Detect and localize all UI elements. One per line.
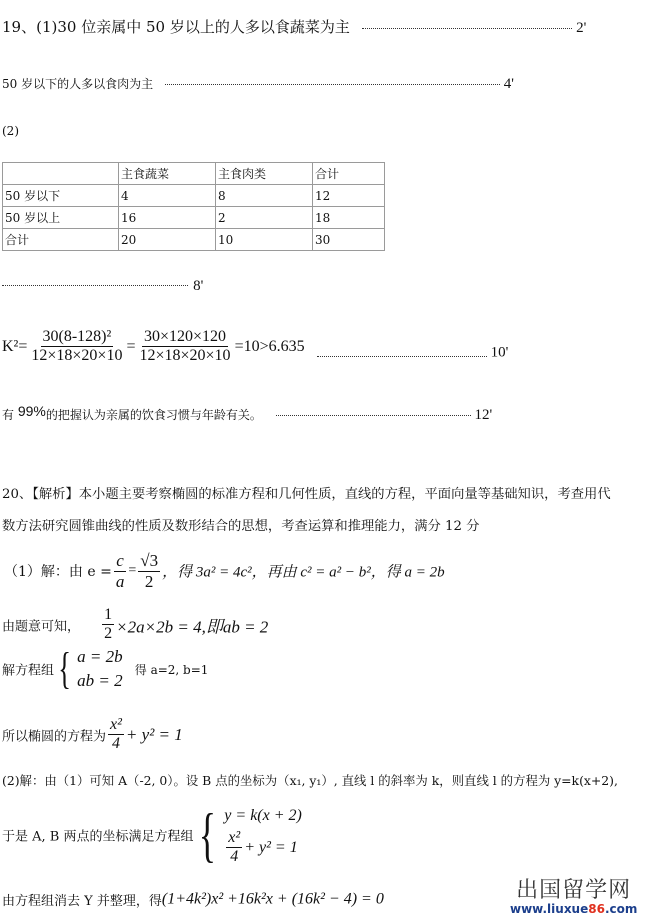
numerator: 1 <box>102 606 114 625</box>
fraction <box>226 829 242 867</box>
fraction <box>108 716 124 754</box>
table-row <box>3 229 385 251</box>
fraction <box>102 606 114 644</box>
q20-ellipse-equation <box>2 716 183 754</box>
denominator: a <box>115 571 125 591</box>
table-cell: 合计 <box>3 229 119 251</box>
numerator: x² <box>226 829 242 848</box>
denominator: 4 <box>111 735 120 753</box>
table-cell: 18 <box>313 207 385 229</box>
q20-part2-system <box>2 803 302 867</box>
p1-prefix: （1）解：由 e = <box>4 564 112 581</box>
q20-part1-system <box>2 645 208 693</box>
leader-dots <box>276 415 471 416</box>
score-mark: 2' <box>576 20 587 36</box>
q20-intro-line2: 数方法研究圆锥曲线的性质及数形结合的思想，考查运算和推理能力，满分 12 分 <box>2 519 480 534</box>
equation-system <box>193 803 301 867</box>
leader-dots <box>362 28 572 29</box>
equation-system <box>54 645 123 693</box>
q20-intro-line1: 20、【解析】本小题主要考察椭圆的标准方程和几何性质，直线的方程，平面向量等基础知识，考查用代 <box>2 487 611 502</box>
table-header-row <box>3 163 385 185</box>
fraction <box>137 328 232 366</box>
table-cell: 2 <box>216 207 313 229</box>
table-cell: 主食肉类 <box>216 163 313 185</box>
k2-formula <box>2 328 508 366</box>
numerator: x² <box>108 716 124 735</box>
numerator: 30×120×120 <box>142 328 228 347</box>
table-cell: 主食蔬菜 <box>119 163 216 185</box>
k2-result: =10>6.635 <box>234 337 305 355</box>
ellipse-prefix: 所以椭圆的方程为 <box>2 729 107 745</box>
denominator: 12×18×20×10 <box>139 347 231 365</box>
q20-part2-line1: (2)解：由（1）可知 A（-2, 0）。设 B 点的坐标为（x₁, y₁）, 直线 l 的斜率为 k，则直线 l 的方程为 y=k(x+2), <box>2 773 618 788</box>
system-equation <box>224 829 302 867</box>
leader-dots <box>2 285 188 286</box>
left-brace-icon: { <box>58 644 71 693</box>
url-highlight: 86 <box>588 902 605 916</box>
table-cell: 10 <box>216 229 313 251</box>
numerator: c <box>116 551 124 570</box>
system-equation: ab = 2 <box>77 671 123 690</box>
q20-part1-line2 <box>2 606 268 644</box>
table-cell: 8 <box>216 185 313 207</box>
q20-elimination <box>2 890 384 909</box>
table-cell: 16 <box>119 207 216 229</box>
table-cell: 12 <box>313 185 385 207</box>
table-cell: 4 <box>119 185 216 207</box>
q19-part2-label: (2) <box>2 124 19 138</box>
system-prefix: 于是 A, B 两点的坐标满足方程组 <box>2 829 194 845</box>
score-mark: 10' <box>490 344 509 361</box>
watermark-title: 出国留学网 <box>516 878 632 903</box>
confidence-percent: 99% <box>17 403 46 419</box>
q19-part1-line2 <box>2 75 514 93</box>
numerator: 30(8-128)² <box>41 328 114 347</box>
quadratic-equation: (1+4k²)x² +16k²x + (16k² − 4) = 0 <box>161 890 384 908</box>
watermark-url <box>510 902 637 916</box>
k2-lhs: K²= <box>2 337 28 355</box>
conclusion-text: 的把握认为亲属的饮食习惯与年龄有关。 <box>45 408 262 422</box>
table-row <box>3 207 385 229</box>
p1-area-equation: ×2a×2b = 4,即ab = 2 <box>116 617 269 637</box>
score-mark: 8' <box>193 278 204 294</box>
watermark-logo <box>510 880 637 916</box>
q19-conclusion <box>2 403 492 424</box>
leader-dots <box>317 356 487 357</box>
table-cell <box>3 163 119 185</box>
score-mark: 12' <box>474 407 493 423</box>
numerator: √3 <box>140 551 159 570</box>
q19-part1-line1 <box>2 16 586 37</box>
equation-rest: + y² = 1 <box>244 838 298 856</box>
q19-line2-text: 50 岁以下的人多以食肉为主 <box>2 77 154 91</box>
table-cell: 50 岁以上 <box>3 207 119 229</box>
contingency-table <box>2 162 385 251</box>
system-equation: a = 2b <box>77 647 123 666</box>
system-result: 得 a=2, b=1 <box>134 662 209 677</box>
table-row <box>3 185 385 207</box>
score-mark: 4' <box>503 76 514 92</box>
fraction <box>138 551 160 591</box>
denominator: 12×18×20×10 <box>31 347 123 365</box>
elim-prefix: 由方程组消去 Y 并整理，得 <box>2 894 162 909</box>
table-cell: 合计 <box>313 163 385 185</box>
url-part: .com <box>604 902 638 916</box>
denominator: 4 <box>230 848 239 866</box>
left-brace-icon: { <box>199 801 217 868</box>
conclusion-prefix: 有 <box>2 408 15 422</box>
p1-line2-prefix: 由题意可知， <box>2 619 81 635</box>
equals: = <box>126 337 136 355</box>
denominator: 2 <box>104 625 113 643</box>
ellipse-rest: + y² = 1 <box>125 724 183 744</box>
system-equation: y = k(x + 2) <box>224 807 302 824</box>
table-score-line <box>2 275 203 295</box>
table-cell: 20 <box>119 229 216 251</box>
q19-line1-text: 19、(1)30 位亲属中 50 岁以上的人多以食蔬菜为主 <box>2 18 350 36</box>
leader-dots <box>165 84 500 85</box>
table-cell: 50 岁以下 <box>3 185 119 207</box>
p1-derivation: ，得 3a² = 4c²，再由 c² = a² − b²，得 a = 2b <box>162 564 445 581</box>
q20-part1-line1: （1）解：由 e = $\frac{c}{a}$ = $\frac{√3}{2}$ ，得 3a² = 4c²，再由 c² = a² − b²，得 a = 2b <box>4 551 445 591</box>
fraction <box>29 328 124 366</box>
denominator: 2 <box>144 571 154 591</box>
table-cell: 30 <box>313 229 385 251</box>
url-part: www.liuxue <box>510 902 589 916</box>
fraction <box>114 551 127 591</box>
system-prefix: 解方程组 <box>2 663 55 679</box>
